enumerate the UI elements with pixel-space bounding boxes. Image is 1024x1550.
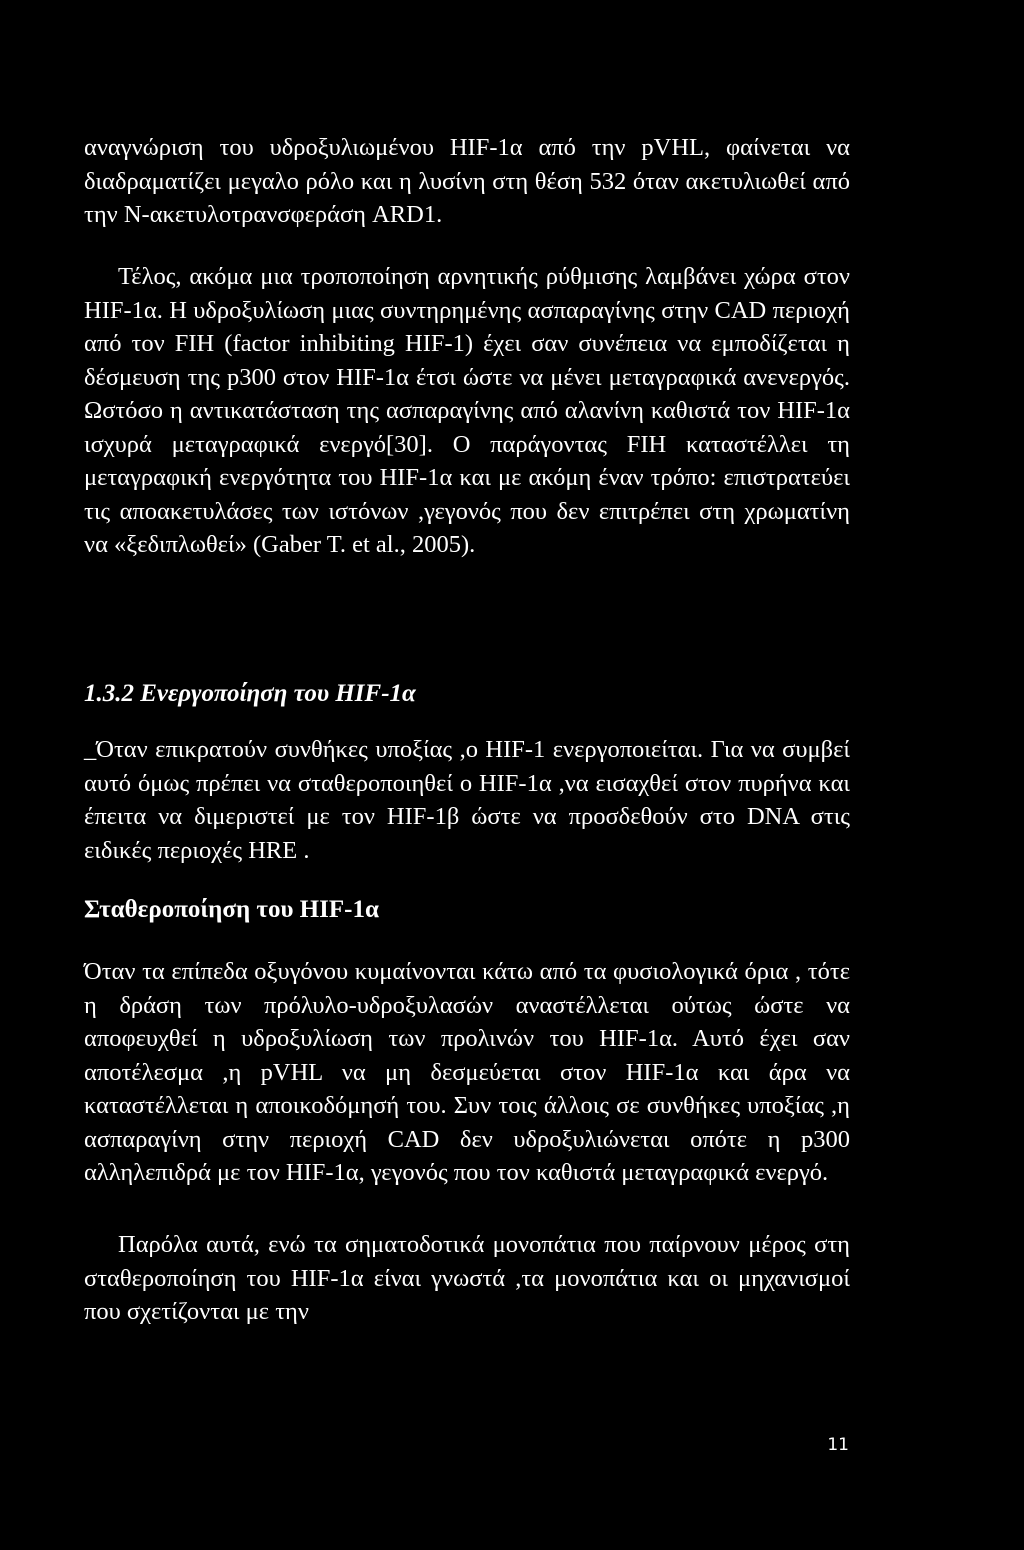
paragraph-oxygen-levels: Όταν τα επίπεδα οξυγόνου κυμαίνονται κάτω από τα φυσιολογικά όρια , τότε η δράση των πρόλυλο-υδροξυλασών αναστέλλεται ούτως ώστε να αποφευχθεί η υδροξυλίωση των προλινών του HIF-1α. Αυτό έχει σαν αποτέλεσμα ,η pVHL να μη δεσμεύεται στον HIF-1α και άρα να καταστέλλεται η αποικοδόμησή του. Συν τοις άλλοις σε συνθήκες υποξίας ,η ασπαραγίνη στην περιοχή CAD δεν υδροξυλιώνεται οπότε η p300 αλληλεπιδρά με τον HIF-1α, γεγονός που τον καθιστά μεταγραφικά ενεργό.	[84, 958, 850, 1186]
paragraph-hif-recognition: αναγνώριση του υδροξυλιωμένου HIF-1α από την pVHL, φαίνεται να διαδραματίζει μεγαλο ρόλο και η λυσίνη στη θέση 532 όταν ακετυλιωθεί από την Ν-ακετυλοτρανσφεράση ARD1.	[84, 134, 850, 228]
paragraph-fih-modification: Τέλος, ακόμα μια τροποποίηση αρνητικής ρύθμισης λαμβάνει χώρα στον HIF-1α. Η υδροξυλίωση μιας συντηρημένης ασπαραγίνης στην CAD περιοχή από τον FIH (factor inhibiting HIF-1) έχει σαν συνέπεια να εμποδίζεται η δέσμευση της p300 στον HIF-1α έτσι ώστε να μένει μεταγραφικά ανενεργός. Ωστόσο η αντικατάσταση της ασπαραγίνης από αλανίνη καθιστά τον HIF-1α ισχυρά μεταγραφικά ενεργό[30]. Ο παράγοντας FIH καταστέλλει τη μεταγραφική ενεργότητα του HIF-1α και με ακόμη έναν τρόπο: επιστρατεύει τις αποακετυλάσες των ιστόνων ,γεγονός που δεν επιτρέπει στη χρωματίνη να «ξεδιπλωθεί» (Gaber T. et al., 2005).	[84, 263, 850, 558]
subheading-stabilization: Σταθεροποίηση του HIF-1α	[84, 896, 379, 923]
paragraph-signaling-pathways: Παρόλα αυτά, ενώ τα σηματοδοτικά μονοπάτια που παίρνουν μέρος στη σταθεροποίηση του HIF-1α είναι γνωστά ,τα μονοπάτια και οι μηχανισμοί που σχετίζονται με την	[84, 1231, 850, 1325]
paragraph-block-5	[84, 1228, 850, 1329]
page-number: 11	[827, 1435, 849, 1455]
paragraph-block-2	[84, 260, 850, 562]
section-heading-activation: 1.3.2 Ενεργοποίηση του HIF-1α	[84, 680, 416, 707]
paragraph-block-3	[84, 733, 850, 867]
paragraph-block-1	[84, 131, 850, 232]
paragraph-hypoxia-activation: _Όταν επικρατούν συνθήκες υποξίας ,ο HIF-1 ενεργοποιείται. Για να συμβεί αυτό όμως πρέπει να σταθεροποιηθεί ο HIF-1α ,να εισαχθεί στον πυρήνα και έπειτα να διμεριστεί με τον HIF-1β ώστε να προσδεθούν στο DNA στις ειδικές περιοχές HRE .	[84, 736, 850, 864]
paragraph-block-4	[84, 955, 850, 1190]
